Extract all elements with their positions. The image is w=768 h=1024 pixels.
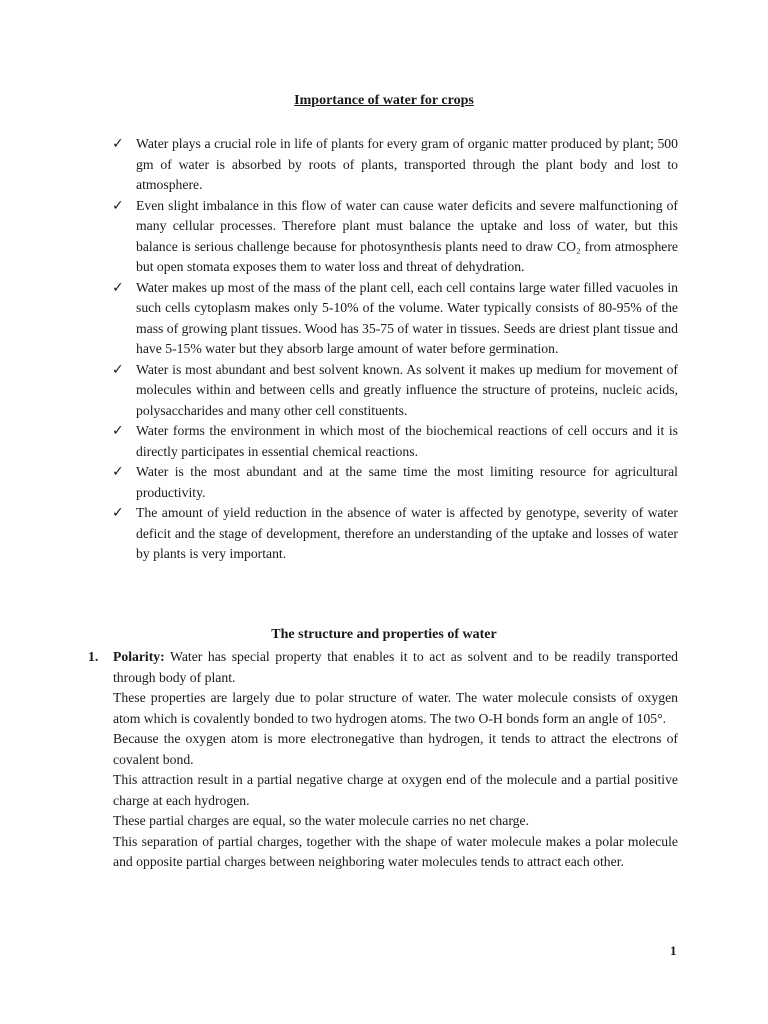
paragraph: This separation of partial charges, together with the shape of water molecule makes a polar molecule and opposite partial charges between neighboring water molecules tends to attract each other. — [113, 833, 678, 869]
bullet-text: Water is most abundant and best solvent known. As solvent it makes up medium for movement of molecules within and between cells and greatly influence the structure of proteins, nucleic acids, polysaccharides and many other cell constituents. — [136, 361, 678, 418]
page-number: 1 — [670, 943, 677, 958]
section-heading: The structure and properties of water — [271, 627, 497, 642]
list-item — [108, 462, 678, 503]
list-item — [108, 360, 678, 422]
paragraph: Because the oxygen atom is more electronegative than hydrogen, it tends to attract the electrons of covalent bond. — [113, 731, 678, 767]
item-term: Polarity: — [113, 649, 165, 664]
item-intro-paragraph — [113, 647, 678, 688]
bullet-text: Water plays a crucial role in life of plants for every gram of organic matter produced by plant; 500 gm of water is absorbed by roots of plants, transported through the plant body and lost to atmosphere. — [136, 136, 678, 192]
numbered-list — [88, 647, 678, 873]
bullet-text: Water forms the environment in which most of the biochemical reactions of cell occurs and it is directly participates in essential chemical reactions. — [136, 423, 678, 459]
checkmark-icon: ✓ — [112, 361, 124, 378]
checkmark-icon: ✓ — [112, 197, 124, 214]
checkmark-icon: ✓ — [112, 279, 124, 296]
bullet-text: The amount of yield reduction in the absence of water is affected by genotype, severity of water deficit and the stage of development, therefore an understanding of the uptake and losses of water by plants is very important. — [136, 505, 678, 561]
bullet-list — [108, 134, 678, 565]
checkmark-icon: ✓ — [112, 423, 124, 439]
paragraph: This attraction result in a partial negative charge at oxygen end of the molecule and a partial positive charge at each hydrogen. — [113, 772, 678, 808]
checkmark-icon: ✓ — [112, 136, 124, 152]
paragraph: These partial charges are equal, so the water molecule carries no net charge. — [113, 813, 530, 828]
item-number: 1. — [88, 649, 99, 664]
item-intro-text: Water has special property that enables it to act as solvent and to be readily transported through body of plant. — [113, 649, 678, 685]
list-item — [108, 196, 678, 278]
paragraph: These properties are largely due to polar structure of water. The water molecule consists of oxygen atom which is covalently bonded to two hydrogen atoms. The two O-H bonds form an angle of 105°. — [113, 690, 678, 726]
bullet-text: Water is the most abundant and at the same time the most limiting resource for agricultural productivity. — [136, 464, 678, 500]
list-item — [108, 134, 678, 196]
checkmark-icon: ✓ — [112, 464, 124, 480]
bullet-text: Water makes up most of the mass of the plant cell, each cell contains large water filled vacuoles in such cells cytoplasm makes only 5-10% of the volume. Water typically consists of 80-95% of the mass of growing plant tissues. Wood has 35-75 of water in tissues. Seeds are driest plant tissue and have 5-15% water but they absorb large amount of water before germination. — [136, 279, 678, 356]
list-item — [108, 421, 678, 462]
list-item — [108, 503, 678, 565]
document-title: Importance of water for crops — [294, 93, 474, 108]
checkmark-icon: ✓ — [112, 505, 124, 521]
list-item — [108, 278, 678, 360]
bullet-text: Even slight imbalance in this flow of water can cause water deficits and severe malfunctioning of many cellular processes. Therefore plant must balance the uptake and loss of water, but this balance is serious challenge because for photosynthesis plants need to draw CO₂ from atmosphere but open stomata exposes them to water loss and threat of dehydration. — [136, 197, 678, 274]
numbered-item-polarity — [88, 647, 678, 873]
